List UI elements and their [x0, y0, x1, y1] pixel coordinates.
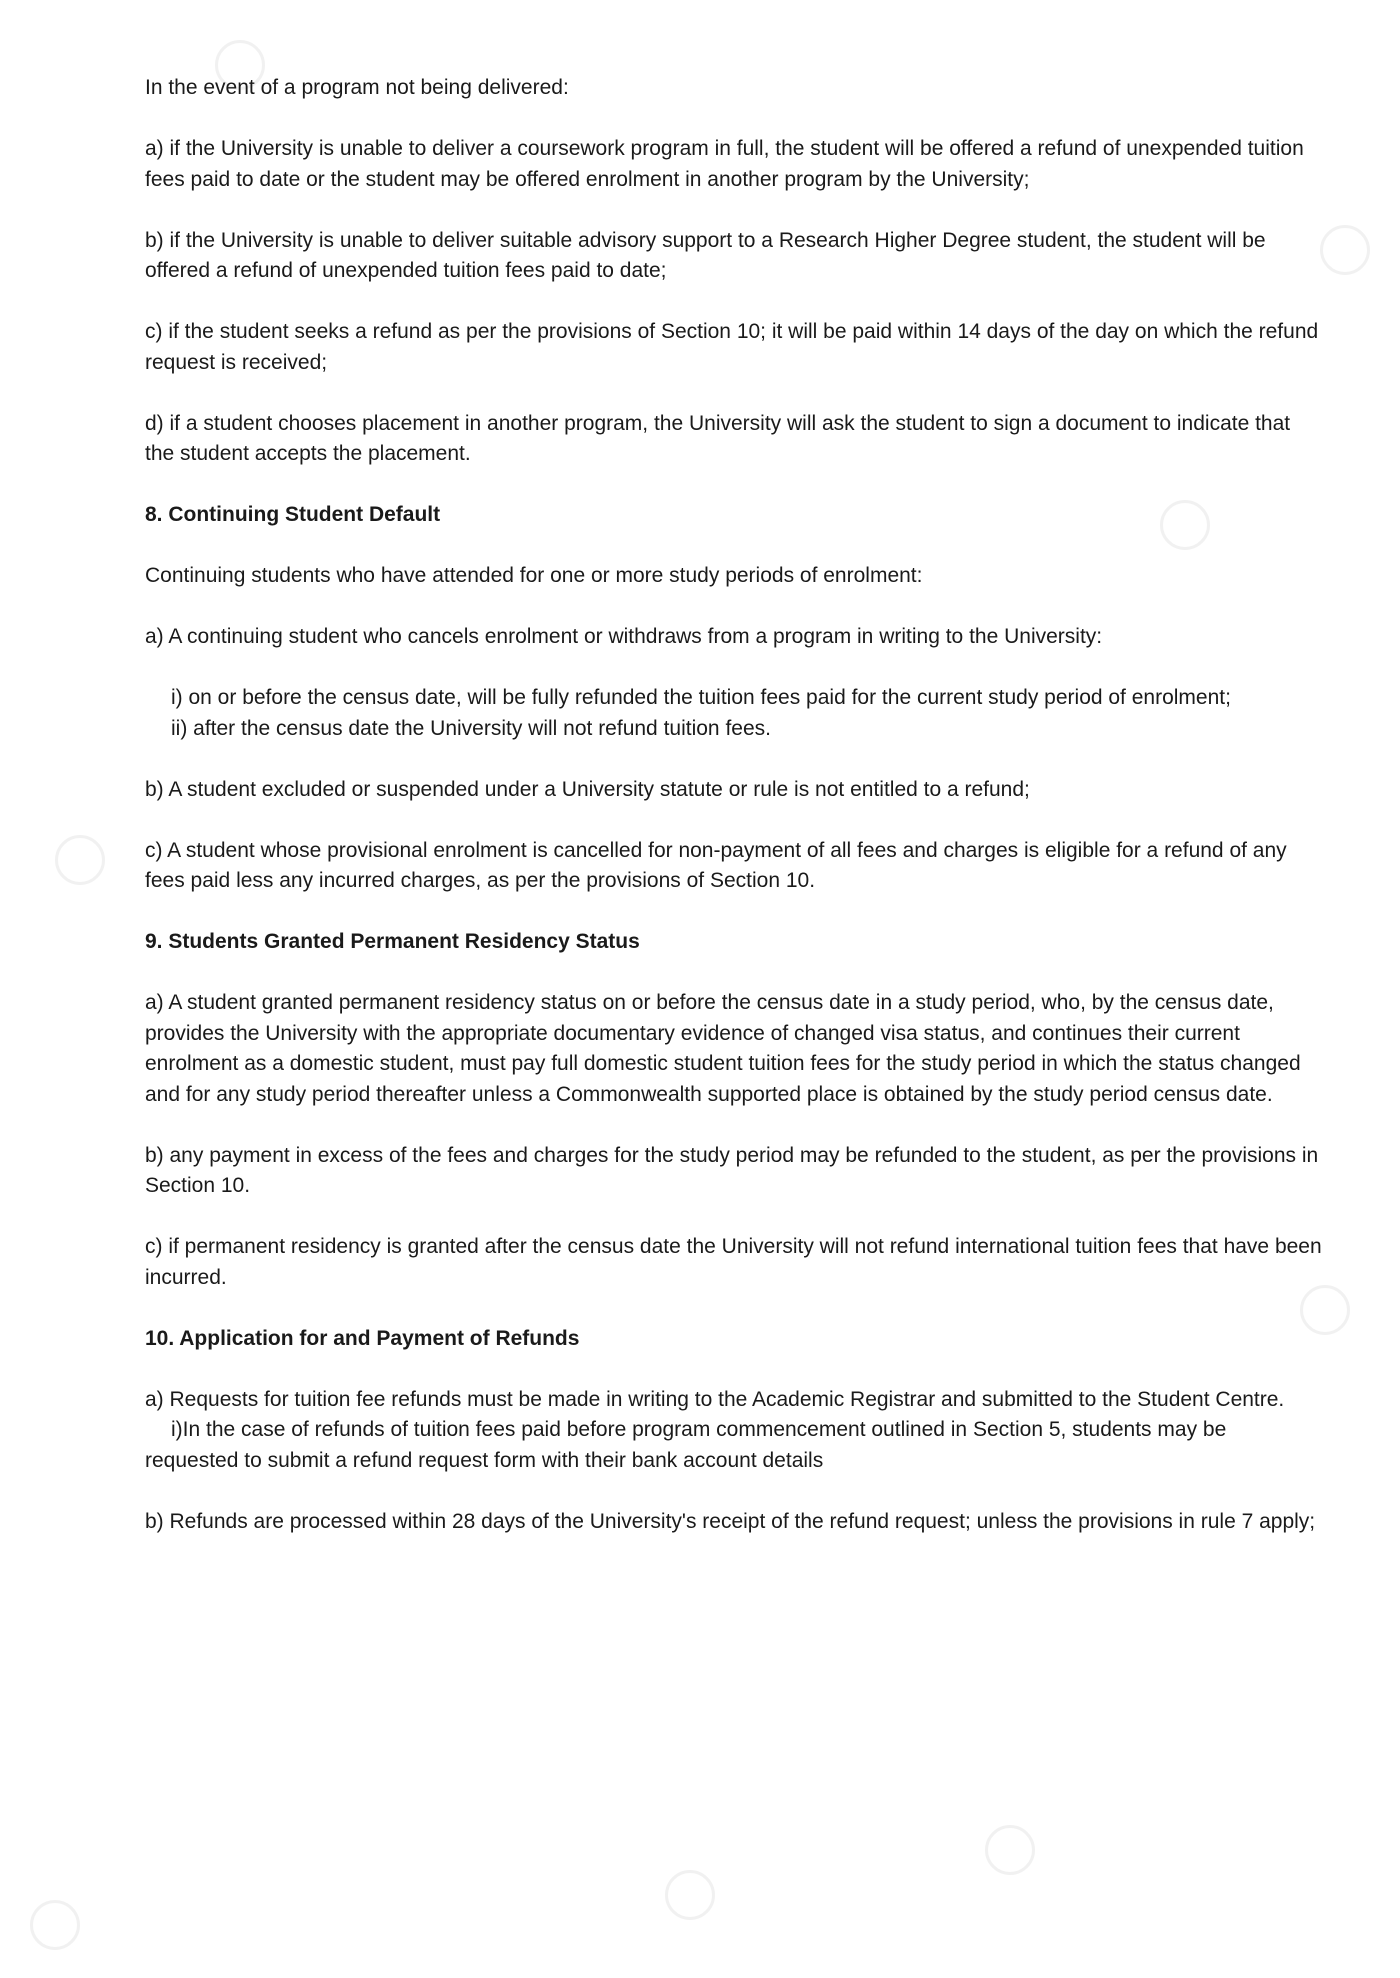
section8-subitem-i-text: i) on or before the census date, will be fully refunded the tuition fees paid for the current study period of enrolment; — [171, 686, 1231, 709]
section9-item-a: a) A student granted permanent residency status on or before the census date in a study period, who, by the census date, provides the University with the appropriate documentary evidence of changed visa status, and continues their current enrolment as a domestic student, must pay full domestic student tuition fees for the study period in which the status changed and for any study period thereafter unless a Commonwealth supported place is obtained by the study period census date. — [145, 991, 1301, 1106]
watermark-logo-icon — [55, 835, 105, 885]
section9-item-b: b) any payment in excess of the fees and charges for the study period may be refunded to the student, as per the provisions in Section 10. — [145, 1143, 1319, 1197]
section10-subitem-i-text: i)In the case of refunds of tuition fees paid before program commencement outlined in Section 5, students may be requested to submit a refund request form with their bank account details — [145, 1418, 1227, 1472]
section10-item-a-group — [145, 1385, 1325, 1477]
watermark-logo-icon — [985, 1825, 1035, 1875]
section8-heading: 8. Continuing Student Default — [145, 503, 441, 526]
section10-subitem-i — [145, 1415, 1325, 1476]
intro-text: In the event of a program not being delivered: — [145, 76, 569, 99]
section8-item-b: b) A student excluded or suspended under a University statute or rule is not entitled to a refund; — [145, 777, 1030, 801]
section9-item-c: c) if permanent residency is granted after the census date the University will not refund international tuition fees that have been incurred. — [145, 1235, 1322, 1289]
document-body — [145, 73, 1325, 1568]
section8-subitem-ii — [145, 714, 1325, 745]
section7-item-c: c) if the student seeks a refund as per the provisions of Section 10; it will be paid within 14 days of the day on which the refund request is received; — [145, 320, 1319, 374]
section10-item-a: a) Requests for tuition fee refunds must be made in writing to the Academic Registrar and submitted to the Student Centre. — [145, 1387, 1285, 1411]
section9-heading: 9. Students Granted Permanent Residency Status — [145, 930, 640, 953]
section7-item-b: b) if the University is unable to deliver suitable advisory support to a Research Higher Degree student, the student will be offered a refund of unexpended tuition fees paid to date; — [145, 228, 1266, 282]
section8-subitems — [145, 683, 1325, 744]
watermark-logo-icon — [30, 1900, 80, 1950]
section8-subitem-i — [145, 683, 1325, 714]
section7-item-d: d) if a student chooses placement in another program, the University will ask the student to sign a document to indicate that the student accepts the placement. — [145, 411, 1291, 465]
section10-heading: 10. Application for and Payment of Refunds — [145, 1326, 580, 1350]
section8-subitem-ii-text: ii) after the census date the University will not refund tuition fees. — [171, 716, 771, 740]
section8-item-c: c) A student whose provisional enrolment is cancelled for non-payment of all fees and charges is eligible for a refund of any fees paid less any incurred charges, as per the provisions of Section 10. — [145, 838, 1287, 892]
section10-item-b: b) Refunds are processed within 28 days of the University's receipt of the refund request; unless the provisions in rule 7 apply; — [145, 1509, 1316, 1533]
watermark-logo-icon — [1320, 225, 1370, 275]
watermark-logo-icon — [665, 1870, 715, 1920]
section8-intro: Continuing students who have attended for one or more study periods of enrolment: — [145, 564, 923, 587]
section8-item-a: a) A continuing student who cancels enrolment or withdraws from a program in writing to the University: — [145, 625, 1103, 648]
section7-item-a: a) if the University is unable to deliver a coursework program in full, the student will be offered a refund of unexpended tuition fees paid to date or the student may be offered enrolment in another program by the University; — [145, 137, 1304, 191]
